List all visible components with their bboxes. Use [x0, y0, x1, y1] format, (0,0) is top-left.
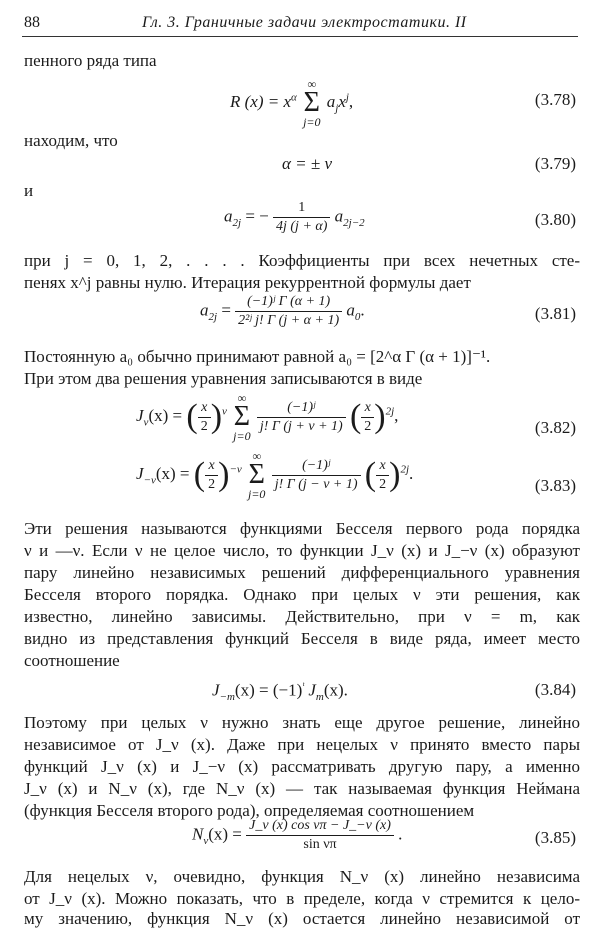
sum-lower: j=0: [233, 429, 251, 443]
sigma-symbol: Σ: [248, 459, 265, 490]
eq-tail: .: [409, 463, 414, 483]
text-line: му значению, функция N_ν (x) остается линейно независимой от: [24, 909, 580, 928]
eq-term: (x) = (−1): [234, 680, 303, 700]
eq-sub: 2j: [208, 310, 218, 323]
text-line: Бесселя второго порядка. Однако при целых ν эти решения, как: [24, 585, 580, 604]
eq-lhs: a: [224, 206, 233, 226]
fraction: [198, 400, 211, 435]
text-line: известно, линейно зависимы. Действительно, при ν = m, как: [24, 607, 580, 626]
eq-lhs: R (x) = x: [230, 91, 292, 111]
fraction-denominator: 2: [200, 418, 208, 434]
eq-sub: ν: [203, 834, 209, 847]
left-paren: (: [364, 456, 377, 493]
sum-upper: ∞: [307, 77, 317, 91]
fraction-numerator: (−1)ʲ: [272, 458, 361, 476]
eq-sub: m: [315, 691, 324, 704]
left-paren: (: [193, 456, 206, 493]
fraction: [235, 294, 342, 329]
sum-lower: j=0: [303, 115, 321, 129]
text-line: Эти решения называются функциями Бесселя первого рода порядка: [24, 519, 580, 538]
equation-3-83: [136, 450, 413, 500]
fraction: [257, 400, 346, 435]
text-line: ν и —ν. Если ν не целое число, то функции J_ν (x) и J_−ν (x) образуют: [24, 541, 580, 560]
text-line: пару линейно независимых решений дифференциального уравнения: [24, 563, 580, 582]
eq-tail: .: [398, 824, 403, 844]
eq-term: (x).: [323, 680, 348, 700]
fraction: [205, 458, 218, 493]
text-line: Для нецелых ν, очевидно, функция N_ν (x) линейно независима: [24, 867, 580, 886]
fraction-denominator: 4j (j + α): [276, 219, 328, 234]
text-line: J_ν (x) и N_ν (x), где N_ν (x) — так называемая функция Неймана: [24, 779, 580, 798]
summation: [303, 78, 320, 128]
equation-3-78: [230, 78, 353, 128]
fraction: [246, 818, 394, 853]
sum-upper: ∞: [237, 391, 247, 405]
eq-sup: −ν: [229, 463, 242, 476]
fraction-numerator: 1: [273, 200, 330, 218]
sum-lower: j=0: [248, 487, 266, 501]
eq-sub: ν: [143, 416, 149, 429]
eq-sub: 2j−2: [343, 216, 365, 229]
text-line: Поэтому при целых ν нужно знать еще другое решение, линейно: [24, 713, 580, 732]
fraction-denominator: 2: [208, 476, 216, 492]
fraction-numerator: x: [376, 458, 389, 476]
fraction-denominator: sin νπ: [303, 837, 337, 852]
equation-number: (3.84): [534, 680, 576, 699]
sum-upper: ∞: [252, 449, 261, 463]
eq-term: a: [326, 91, 336, 111]
equation-number: (3.82): [534, 418, 576, 437]
equation-3-82: [136, 392, 398, 442]
eq-sup: j: [345, 91, 349, 104]
eq-sub: j: [335, 102, 339, 115]
eq-sub: 2j: [232, 216, 242, 229]
text-line: видно из представления функций Бесселя в виде ряда, имеет место: [24, 629, 580, 648]
fraction-denominator: j! Γ (j + ν + 1): [259, 418, 343, 434]
eq-sup: 2j: [385, 405, 395, 418]
fraction-denominator: 2²ʲ j! Γ (j + α + 1): [238, 313, 340, 328]
fraction-numerator: (−1)ʲ Γ (α + 1): [235, 294, 342, 312]
page-number: 88: [24, 14, 40, 31]
fraction-numerator: x: [205, 458, 218, 476]
text-line: соотношение: [24, 651, 120, 670]
eq-arg: (x) =: [208, 824, 242, 844]
eq-arg: (x) =: [155, 463, 190, 483]
fraction-denominator: 2: [379, 476, 387, 492]
eq-sub: −m: [219, 691, 235, 704]
text-line: Постоянную a₀ обычно принимают равной a₀ = [2^α Γ (α + 1)]⁻¹.: [24, 347, 491, 366]
fraction: [376, 458, 389, 493]
summation: [233, 392, 250, 442]
right-paren: ): [374, 398, 386, 435]
fraction-denominator: 2: [364, 418, 372, 434]
equation-3-85: [192, 818, 402, 853]
eq-lhs: N: [192, 824, 204, 844]
eq-sup: ν: [222, 405, 227, 418]
fraction: [272, 458, 361, 493]
right-paren: ): [218, 456, 230, 493]
fraction: [273, 200, 330, 235]
fraction-numerator: J_ν (x) cos νπ − J_−ν (x): [246, 818, 394, 836]
page-header: [22, 12, 578, 37]
equation-number: (3.85): [534, 828, 576, 847]
fraction: [361, 400, 374, 435]
eq-operator: =: [221, 300, 231, 320]
text-line: пенного ряда типа: [24, 51, 157, 70]
equation-3-84: [212, 680, 348, 703]
sigma-symbol: Σ: [303, 87, 320, 118]
eq-sub: 0: [354, 310, 361, 323]
fraction-numerator: (−1)ʲ: [257, 400, 346, 418]
text-line: независимое от J_ν (x). Даже при нецелых ν принято вместо пары: [24, 735, 580, 754]
text-line: пенях x^j равны нулю. Итерация рекуррентной формулы дает: [24, 273, 471, 292]
text-line: и: [24, 181, 34, 200]
summation: [248, 450, 265, 500]
left-paren: (: [349, 398, 362, 435]
fraction-denominator: j! Γ (j − ν + 1): [274, 476, 358, 492]
equation-number: (3.80): [534, 210, 576, 229]
fraction-numerator: x: [361, 400, 374, 418]
text-line: от J_ν (x). Можно показать, что в пределе, когда ν стремится к цело-: [24, 889, 580, 908]
right-paren: ): [210, 398, 223, 435]
text-line: (функция Бесселя второго рода), определяемая соотношением: [24, 801, 475, 820]
eq-arg: (x) =: [148, 405, 183, 425]
eq-tail: ,: [348, 91, 354, 111]
equation-3-81: [200, 294, 365, 329]
text-line: находим, что: [24, 131, 118, 150]
text-line: при j = 0, 1, 2, . . . . Коэффициенты при всех нечетных сте-: [24, 251, 580, 270]
eq-sub: −ν: [143, 474, 156, 487]
eq-lhs: J: [136, 463, 144, 483]
left-paren: (: [186, 398, 198, 435]
eq-lhs: a: [200, 300, 209, 320]
eq-var: x: [338, 91, 346, 111]
text-line: При этом два решения уравнения записываются в виде: [24, 369, 423, 388]
eq-tail: ,: [394, 405, 399, 425]
equation-3-79: α = ± ν: [282, 154, 333, 173]
eq-term: a: [334, 206, 344, 226]
equation-number: (3.78): [534, 90, 576, 109]
running-title: Гл. 3. Граничные задачи электростатики. II: [142, 14, 467, 31]
text-line: функций J_ν (x) и J_−ν (x) рассматривать другую пару, а именно: [24, 757, 580, 776]
right-paren: ): [389, 456, 401, 493]
eq-sup: α: [291, 91, 297, 104]
eq-lhs: J: [136, 405, 144, 425]
eq-term: J: [308, 680, 316, 700]
eq-sup: ᵗ: [302, 680, 305, 692]
eq-operator: = −: [245, 206, 269, 226]
fraction-numerator: x: [198, 400, 211, 418]
eq-tail: .: [360, 300, 365, 320]
equation-number: (3.83): [534, 476, 576, 495]
sigma-symbol: Σ: [233, 401, 251, 432]
eq-term: a: [346, 300, 355, 320]
equation-number: (3.79): [534, 154, 576, 173]
equation-number: (3.81): [534, 304, 576, 323]
eq-term: J: [212, 680, 220, 700]
equation-3-80: [224, 200, 365, 235]
eq-sup: 2j: [400, 463, 409, 476]
